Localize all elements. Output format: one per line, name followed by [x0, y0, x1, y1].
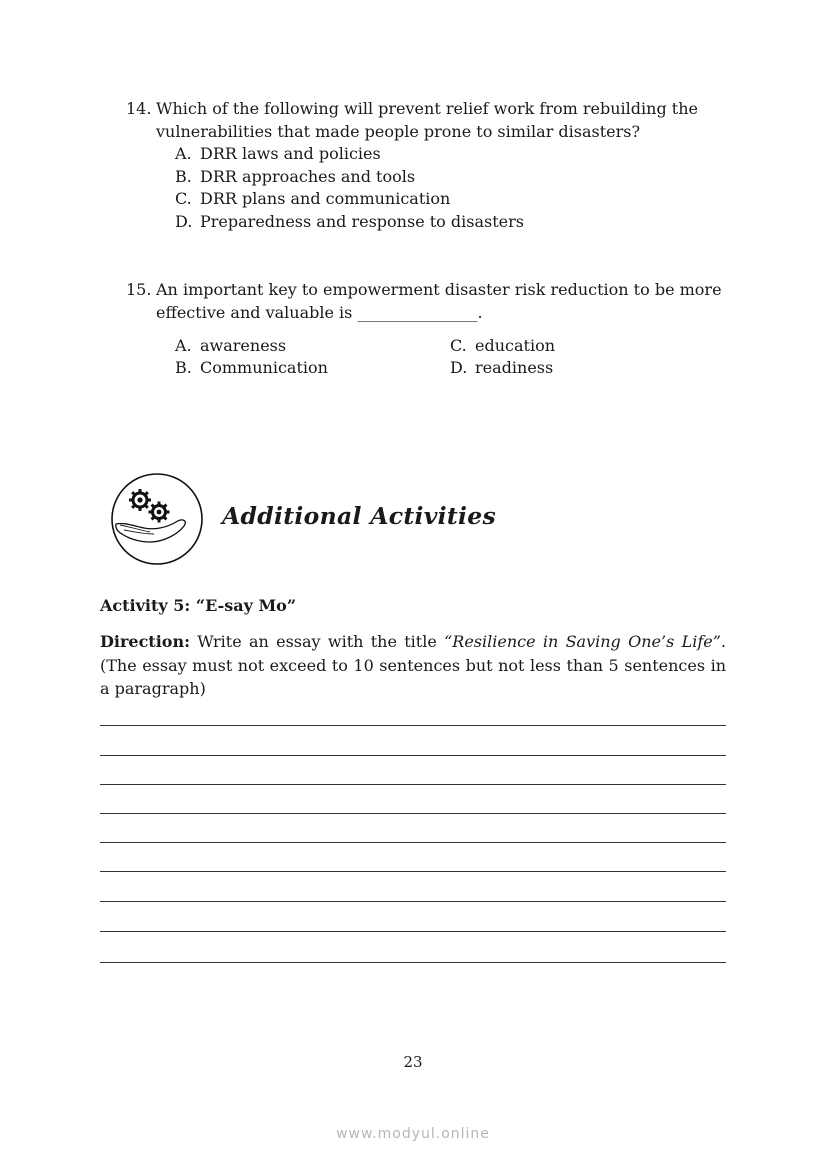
gears-in-hand-icon: [110, 472, 204, 566]
section-title: Additional Activities: [222, 502, 497, 530]
page-number: 23: [403, 1053, 423, 1071]
question-15: [126, 279, 746, 324]
question-stem-line: Which of the following will prevent relief work from rebuilding the: [156, 99, 698, 118]
answer-line[interactable]: [100, 725, 726, 726]
option-14b: B. DRR approaches and tools: [175, 167, 416, 186]
activity-heading: Activity 5: “E-say Mo”: [100, 596, 297, 615]
question-number: 15.: [126, 280, 152, 299]
question-stem-line: vulnerabilities that made people prone to similar disasters?: [156, 121, 641, 141]
option-15d: D. readiness: [450, 358, 554, 377]
answer-line[interactable]: [100, 755, 726, 756]
answer-line[interactable]: [100, 842, 726, 843]
activity-direction: Direction: Write an essay with the title “Resilience in Saving One’s Life”. (The essay must not exceed to 10 sentences but not less than 5 sentences in a paragraph): [100, 632, 726, 698]
option-14c: C. DRR plans and communication: [175, 189, 451, 208]
watermark: www.modyul.online: [336, 1126, 490, 1142]
question-14: [126, 98, 746, 143]
question-stem-line: An important key to empowerment disaster risk reduction to be more: [156, 280, 722, 299]
option-15c: C. education: [450, 336, 555, 355]
question-stem-line: effective and valuable is _______________.: [156, 302, 483, 322]
option-14d: D. Preparedness and response to disasters: [175, 212, 524, 231]
option-15b: B. Communication: [175, 358, 328, 377]
answer-line[interactable]: [100, 784, 726, 785]
option-14a: A. DRR laws and policies: [175, 144, 381, 163]
question-number: 14.: [126, 99, 152, 118]
essay-title: “Resilience in Saving One’s Life”: [444, 632, 721, 651]
direction-label: Direction:: [100, 632, 190, 651]
answer-line[interactable]: [100, 813, 726, 814]
answer-line[interactable]: [100, 871, 726, 872]
answer-line[interactable]: [100, 962, 726, 963]
answer-line[interactable]: [100, 901, 726, 902]
option-15a: A. awareness: [175, 336, 287, 355]
answer-line[interactable]: [100, 931, 726, 932]
